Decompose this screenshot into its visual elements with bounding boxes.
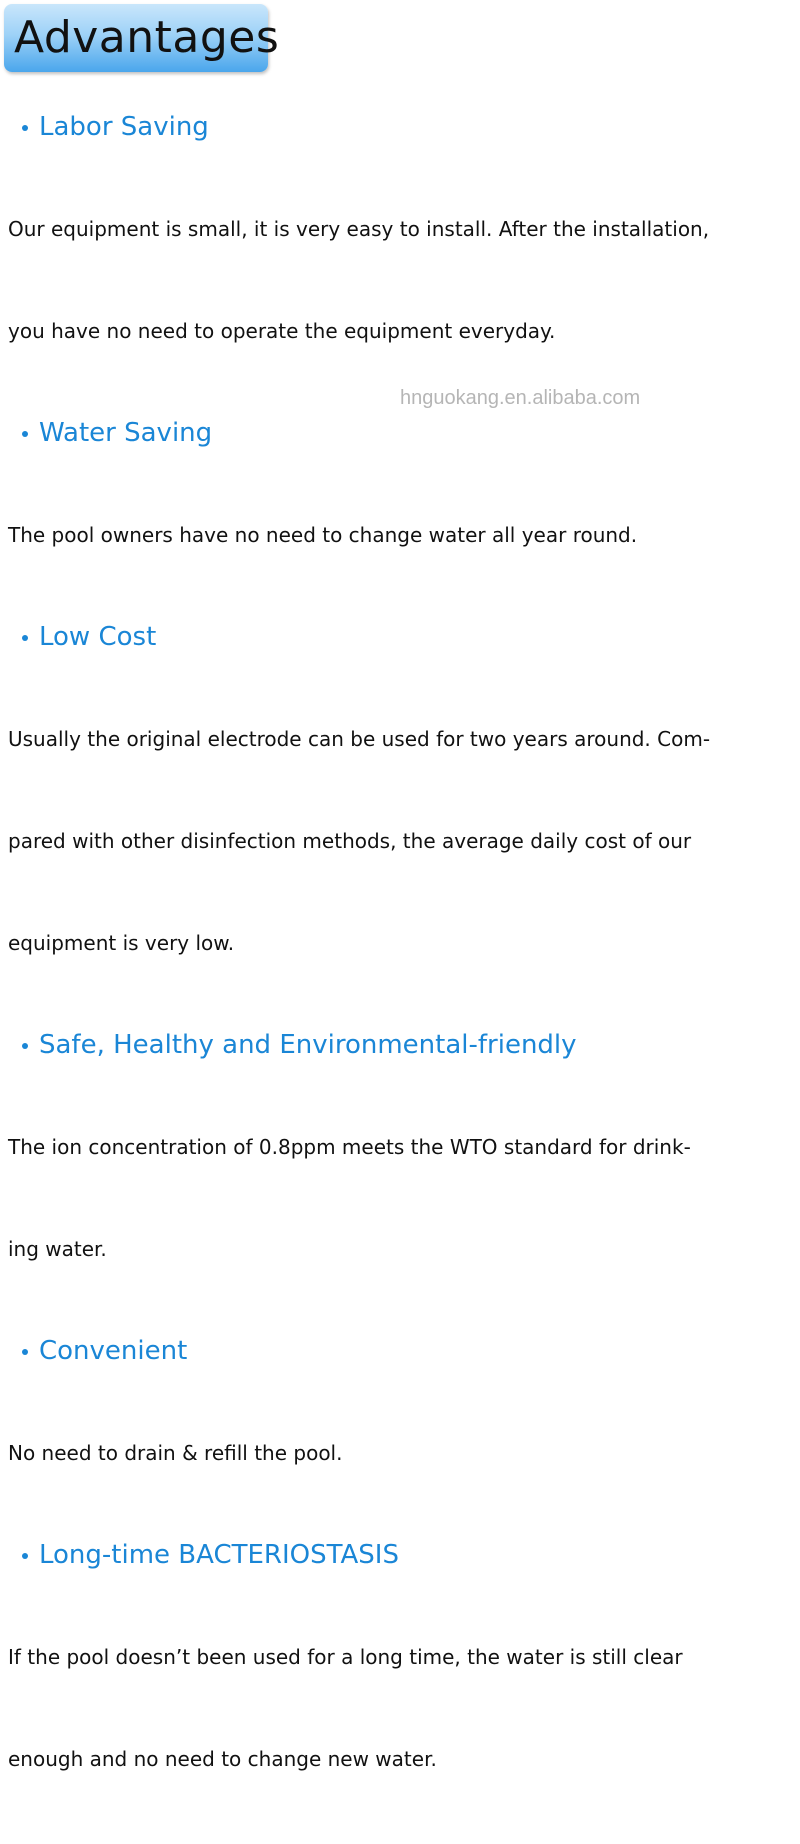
advantage-convenient (0, 1334, 800, 1538)
advantage-title: Convenient (39, 1336, 188, 1366)
description-line: The ion concentration of 0.8ppm meets the WTO standard for drink- (8, 1135, 691, 1159)
title-banner (4, 4, 280, 72)
watermark: hnguokang.en.alibaba.com (400, 387, 641, 409)
advantage-labor-saving (0, 110, 800, 416)
advantage-description (0, 1368, 800, 1538)
description-line: ing water. (8, 1237, 107, 1261)
bullet-icon (22, 1043, 28, 1049)
description-line: enough and no need to change new water. (8, 1747, 437, 1771)
description-line: The pool owners have no need to change water all year round. (8, 523, 638, 547)
advantage-bacteriostasis (0, 1538, 800, 1844)
bullet-icon (22, 431, 28, 437)
advantage-description (0, 1572, 800, 1844)
advantage-heading (0, 1028, 800, 1062)
advantage-heading (0, 110, 800, 144)
bullet-icon (22, 1553, 28, 1559)
description-line: No need to drain & refill the pool. (8, 1441, 343, 1465)
description-line: pared with other disinfection methods, the average daily cost of our (8, 829, 692, 853)
description-line: you have no need to operate the equipment everyday. (8, 319, 556, 343)
advantage-description (0, 144, 800, 416)
description-line: Our equipment is small, it is very easy to install. After the installation, (8, 217, 710, 241)
bullet-icon (22, 635, 28, 641)
advantage-description (0, 450, 800, 620)
advantage-heading (0, 416, 800, 450)
advantage-heading (0, 1538, 800, 1572)
advantage-heading (0, 1334, 800, 1368)
advantage-description (0, 654, 800, 1028)
description-line: If the pool doesn’t been used for a long time, the water is still clear (8, 1645, 683, 1669)
advantage-water-saving (0, 416, 800, 620)
description-line: Usually the original electrode can be used for two years around. Com- (8, 727, 711, 751)
page-title: Advantages (14, 12, 280, 63)
advantage-safe-healthy (0, 1028, 800, 1334)
advantage-title: Low Cost (39, 622, 157, 652)
bullet-icon (22, 125, 28, 131)
advantage-title: Water Saving (39, 418, 213, 448)
advantages-list (0, 110, 800, 1844)
description-line: equipment is very low. (8, 931, 235, 955)
advantage-heading (0, 620, 800, 654)
advantage-title: Safe, Healthy and Environmental-friendly (39, 1030, 577, 1060)
advantage-description (0, 1062, 800, 1334)
advantage-title: Long-time BACTERIOSTASIS (39, 1540, 399, 1570)
advantage-low-cost (0, 620, 800, 1028)
bullet-icon (22, 1349, 28, 1355)
advantage-title: Labor Saving (39, 112, 209, 142)
